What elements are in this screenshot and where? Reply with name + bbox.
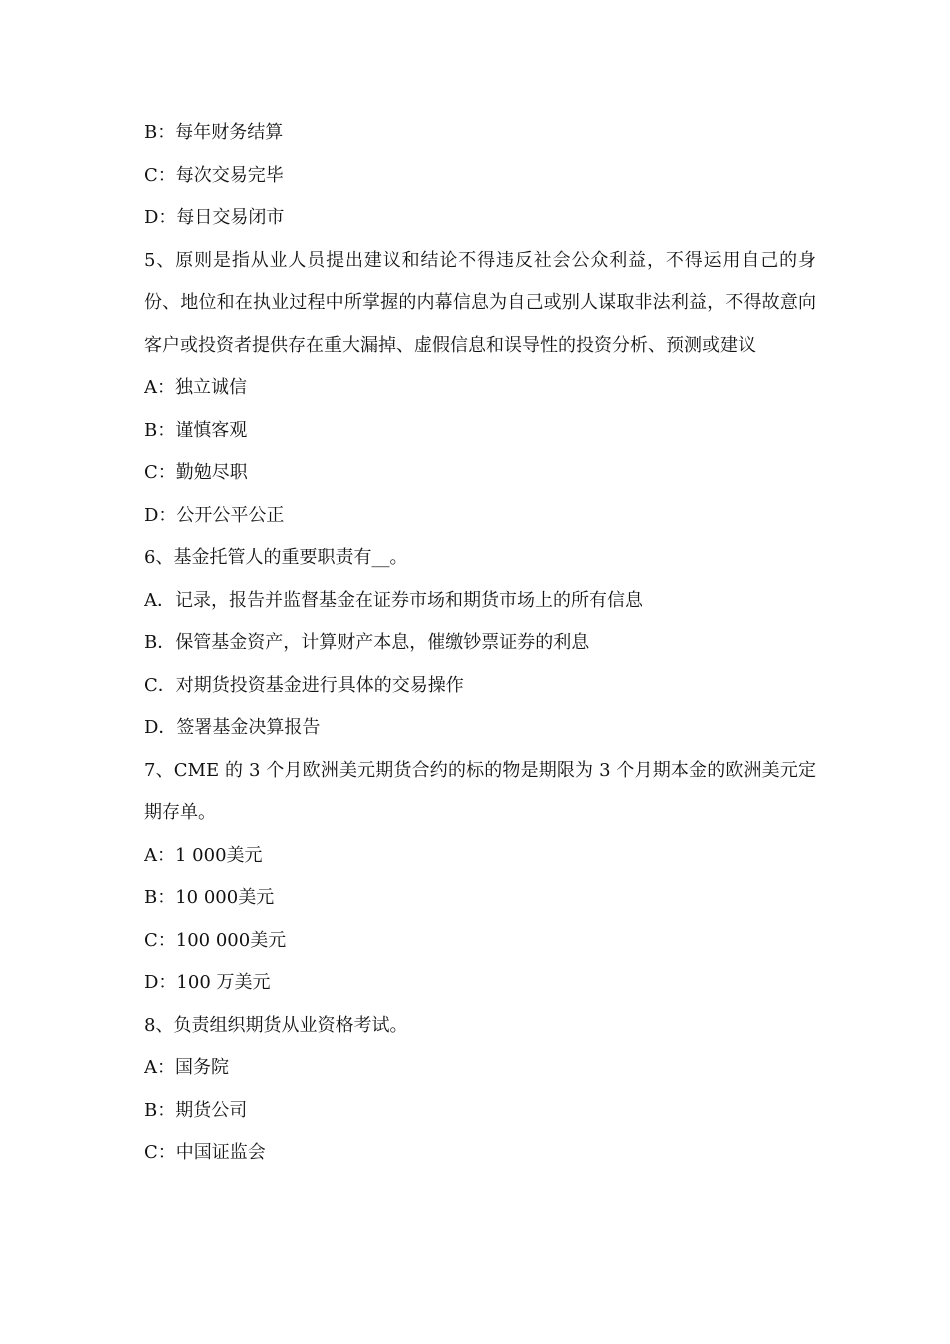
q6-option-b: B．保管基金资产，计算财产本息，催缴钞票证券的利息 xyxy=(144,632,590,653)
q5-option-c: C：勤勉尽职 xyxy=(144,462,248,483)
q7-option-b: B：10 000美元 xyxy=(144,887,275,908)
q8-question: 8、负责组织期货从业资格考试。 xyxy=(144,1014,408,1036)
q8-option-c: C：中国证监会 xyxy=(144,1142,266,1163)
q6-option-a: A．记录，报告并监督基金在证券市场和期货市场上的所有信息 xyxy=(144,589,643,611)
q4-option-c: C：每次交易完毕 xyxy=(144,164,284,186)
q6-option-d: D．签署基金决算报告 xyxy=(144,717,321,738)
q7-option-c: C：100 000美元 xyxy=(144,929,287,951)
q7-question: 7、CME 的 3 个月欧洲美元期货合约的标的物是期限为 3 个月期本金的欧洲美元定期存单。 xyxy=(144,759,816,823)
q6-option-c: C．对期货投资基金进行具体的交易操作 xyxy=(144,674,464,696)
q7-option-a: A：1 000美元 xyxy=(144,844,263,866)
q5-option-b: B：谨慎客观 xyxy=(144,419,248,441)
q8-option-b: B：期货公司 xyxy=(144,1099,248,1121)
q7-option-d: D：100 万美元 xyxy=(144,972,271,993)
q4-option-b: B：每年财务结算 xyxy=(144,122,284,143)
q5-option-a: A：独立诚信 xyxy=(144,377,247,398)
q8-option-a: A：国务院 xyxy=(144,1057,229,1078)
q5-option-d: D：公开公平公正 xyxy=(144,504,285,526)
q5-question: 5、原则是指从业人员提出建议和结论不得违反社会公众利益，不得运用自己的身份、地位和在执业过程中所掌握的内幕信息为自己或别人谋取非法利益，不得故意向客户或投资者提供存在重大漏掉、虚假信息和误导性的投资分析、预测或建议 xyxy=(144,249,816,356)
document-body xyxy=(144,112,816,1175)
q4-option-d: D：每日交易闭市 xyxy=(144,207,285,228)
q6-question: 6、基金托管人的重要职责有__。 xyxy=(144,547,408,568)
